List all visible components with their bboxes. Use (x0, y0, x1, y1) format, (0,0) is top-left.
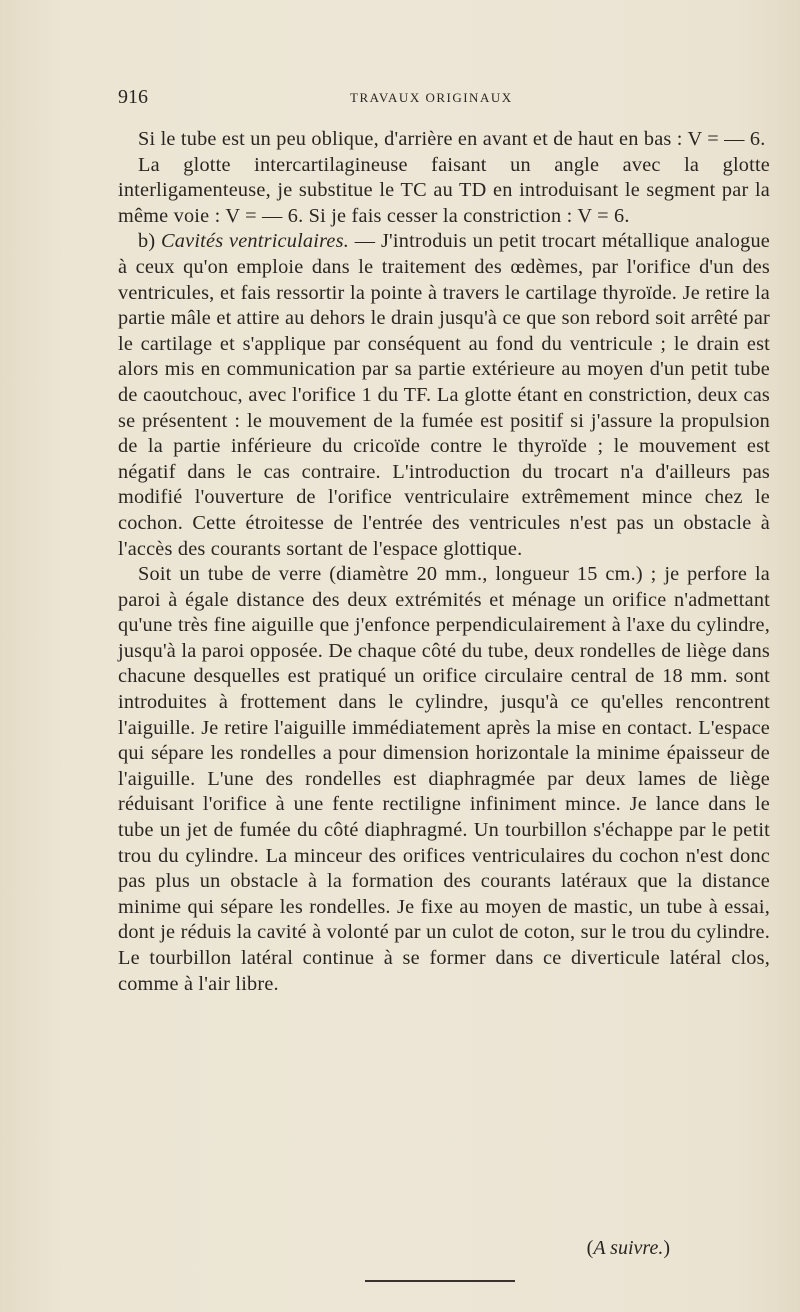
paragraph-oblique-tube: Si le tube est un peu oblique, d'arrière en avant et de haut en bas : V = — 6. (138, 128, 766, 150)
body-text (118, 127, 770, 997)
section-heading: Cavités ventriculaires. (161, 230, 349, 253)
page-header (118, 86, 768, 116)
paragraph-glass-tube-experiment: Soit un tube de verre (diamètre 20 mm., longueur 15 cm.) ; je perfore la paroi à égale distance des deux extrémités et ménage un orifice n'admettant qu'une très fine aiguille que j'enfonce perpendiculairement à l'axe du cylindre, jusqu'à la paroi opposée. De chaque côté du tube, deux rondelles de liège dans chacune desquelles est pratiqué un orifice circulaire central de 18 mm. sont introduites à frottement dans le cylindre, jusqu'à ce qu'elles rencontrent l'aiguille. Je retire l'aiguille immédiatement après la mise en contact. L'espace qui sépare les rondelles a pour dimension horizontale la minime épaisseur de l'aiguille. L'une des rondelles est diaphragmée par deux lames de liège réduisant l'orifice à une fente rectiligne infiniment mince. Je lance dans le tube un jet de fumée du côté diaphragmé. Un tourbillon s'échappe par le petit trou du cylindre. La minceur des orifices ventriculaires du cochon n'est donc pas plus un obstacle à la formation des courants latéraux que la distance minime qui sépare les rondelles. Je fixe au moyen de mastic, un tube à essai, dont je réduis la cavité à volonté par un culot de coton, sur le trou du cylindre. Le tourbillon latéral continue à se former dans ce diverticule latéral clos, comme à l'air libre. (118, 563, 770, 995)
section-text: — J'introduis un petit trocart métallique analogue à ceux qu'on emploie dans le traitement des œdèmes, par l'orifice d'un des ventricules, et fais ressortir la pointe à travers le cartilage thyroïde. Je retire la partie mâle et attire au dehors le drain jusqu'à ce que son rebord soit arrêté par le cartilage et s'applique par conséquent au fond du ventricule ; le drain est alors mis en communication par sa partie extérieure au moyen d'un petit tube de caoutchouc, avec l'orifice 1 du TF. La glotte étant en constriction, deux cas se présentent : le mouvement de la fumée est positif si j'assure la propulsion de la partie inférieure du cricoïde contre le thyroïde ; le mouvement est négatif dans le cas contraire. L'introduction du trocart n'a d'ailleurs pas modifié l'ouverture de l'orifice ventriculaire extrêmement mince chez le cochon. Cette étroitesse de l'entrée des ventricules n'est pas un obstacle à l'accès des courants sortant de l'espace glottique. (118, 230, 771, 560)
paragraph-intercartilaginous-glottis: La glotte intercartilagineuse faisant un angle avec la glotte interligamenteuse, je substitue le TC au TD en introduisant le segment par la même voie : V = — 6. Si je fais cesser la constriction : V = 6. (118, 153, 770, 227)
continuation-text: A suivre. (593, 1237, 664, 1259)
paragraph-ventricular-cavities (118, 229, 770, 562)
page-number: 916 (118, 86, 148, 108)
continuation-note: (A suivre.) (586, 1237, 670, 1259)
running-title: TRAVAUX ORIGINAUX (350, 90, 513, 105)
footer-rule (365, 1280, 515, 1282)
section-label: b) (138, 230, 156, 253)
